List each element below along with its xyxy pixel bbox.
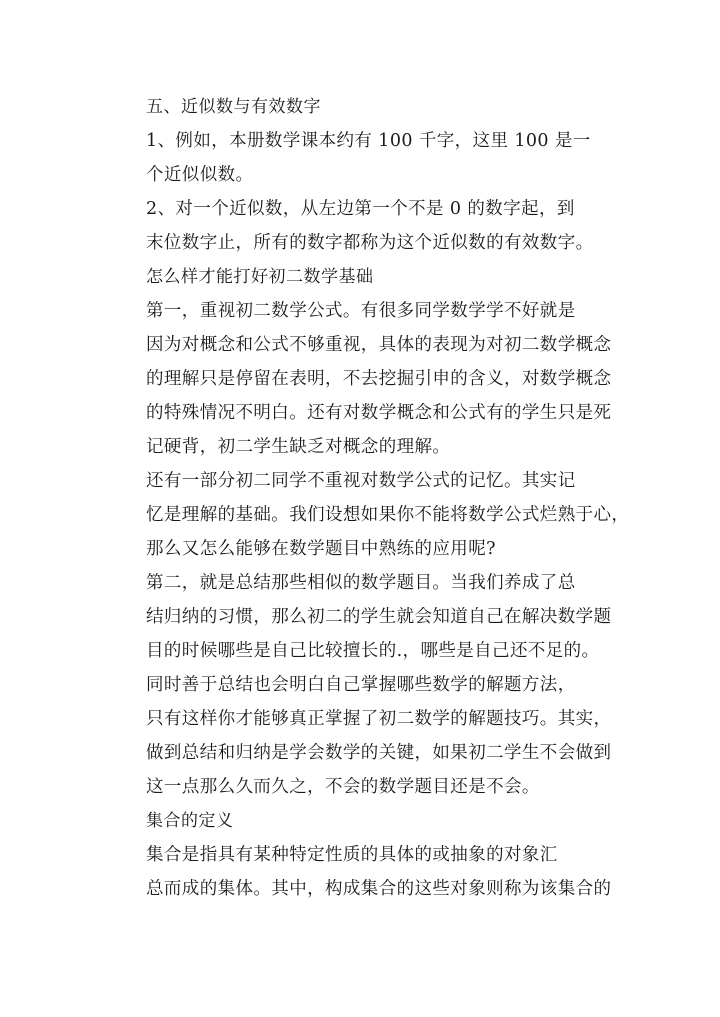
paragraph-line: 那么又怎么能够在数学题目中熟练的应用呢? bbox=[146, 539, 496, 559]
document-body bbox=[109, 90, 630, 906]
paragraph-line: 集合是指具有某种特定性质的具体的或抽象的对象汇 bbox=[146, 845, 558, 865]
paragraph-line: 的理解只是停留在表明，不去挖掘引申的含义，对数学概念 bbox=[146, 369, 612, 389]
paragraph bbox=[109, 464, 630, 566]
paragraph-line: 记硬背，初二学生缺乏对概念的理解。 bbox=[146, 437, 451, 457]
paragraph-line: 末位数字止，所有的数字都称为这个近似数的有效数字。 bbox=[146, 233, 594, 253]
paragraph-line: 个近似似数。 bbox=[146, 165, 254, 185]
paragraph bbox=[109, 668, 614, 804]
paragraph-line: 目的时候哪些是自己比较擅长的.，哪些是自己还不足的。 bbox=[146, 641, 600, 661]
paragraph bbox=[109, 124, 614, 192]
paragraph-line: 1、例如，本册数学课本约有 100 千字，这里 100 是一 bbox=[146, 131, 591, 151]
paragraph-line: 因为对概念和公式不够重视，具体的表现为对初二数学概念 bbox=[146, 335, 612, 355]
paragraph-line: 2、对一个近似数，从左边第一个不是 0 的数字起，到 bbox=[146, 199, 575, 219]
paragraph-line: 结归纳的习惯，那么初二的学生就会知道自己在解决数学题 bbox=[146, 607, 612, 627]
paragraph bbox=[109, 566, 614, 668]
paragraph-line: 同时善于总结也会明白自己掌握哪些数学的解题方法， bbox=[146, 675, 576, 695]
section-heading: 集合的定义 bbox=[146, 811, 234, 831]
section-heading: 五、近似数与有效数字 bbox=[146, 97, 321, 117]
paragraph bbox=[109, 294, 614, 464]
paragraph-line: 第一，重视初二数学公式。有很多同学数学学不好就是 bbox=[146, 301, 576, 321]
paragraph-line: 做到总结和归纳是学会数学的关键，如果初二学生不会做到 bbox=[146, 743, 612, 763]
paragraph-line: 忆是理解的基础。我们设想如果你不能将数学公式烂熟于心， bbox=[146, 505, 630, 525]
paragraph-line: 第二，就是总结那些相似的数学题目。当我们养成了总 bbox=[146, 573, 576, 593]
paragraph-line: 这一点那么久而久之，不会的数学题目还是不会。 bbox=[146, 777, 540, 797]
section-heading: 怎么样才能打好初二数学基础 bbox=[146, 267, 374, 287]
paragraph-line: 的特殊情况不明白。还有对数学概念和公式有的学生只是死 bbox=[146, 403, 612, 423]
paragraph bbox=[109, 192, 614, 260]
paragraph-line: 还有一部分初二同学不重视对数学公式的记忆。其实记 bbox=[146, 471, 576, 491]
paragraph-line: 总而成的集体。其中，构成集合的这些对象则称为该集合的 bbox=[146, 879, 612, 899]
paragraph bbox=[109, 838, 614, 906]
paragraph-line: 只有这样你才能够真正掌握了初二数学的解题技巧。其实， bbox=[146, 709, 612, 729]
